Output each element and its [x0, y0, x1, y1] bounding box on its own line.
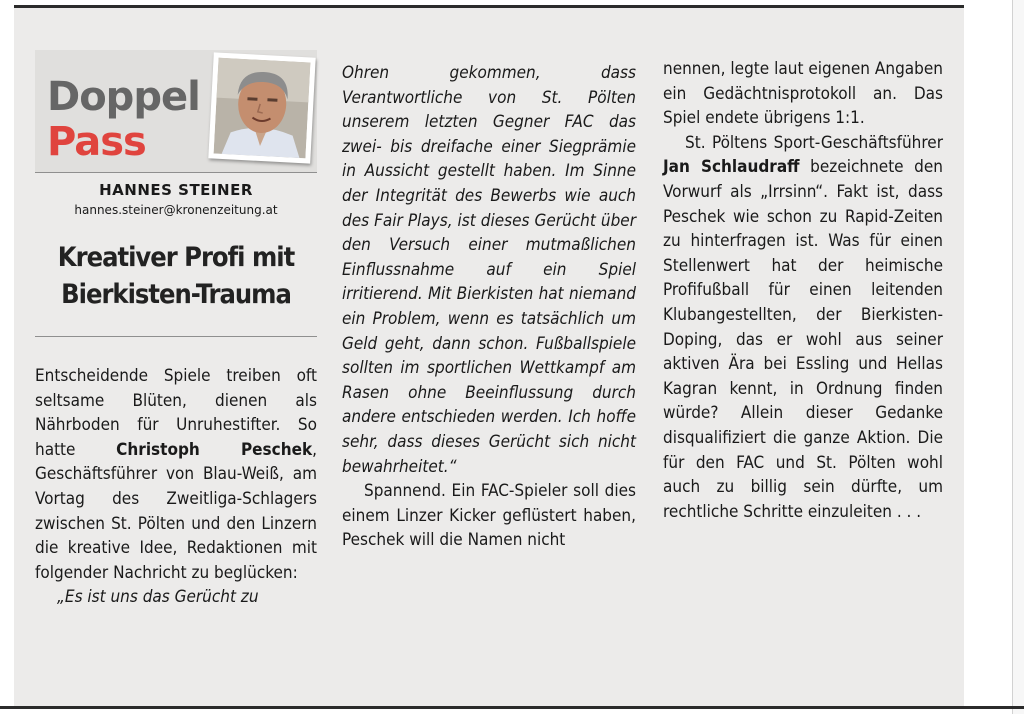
- brand-doppel: Doppel: [47, 74, 200, 120]
- article-column-2: [342, 61, 636, 553]
- headline-line-2: Bierkisten-Trauma: [61, 279, 291, 310]
- column-header: [35, 50, 317, 313]
- schlaudraff-text-cont: bezeichnete den Vorwurf als „Irrsinn“. Fakt ist, dass Peschek wie schon zu Rapid-Zeiten zu hinterfragen ist. Was für einen Stellenwert hat der heimische Profifußball für einen leitenden Klubangestellten, der Bierkisten-Doping, das er wohl aus seiner aktiven Ära bei Essling und Hellas Kagran kennt, in Ordnung finden würde? Allein dieser Gedanke disqualifiziert die ganze Aktion. Die für den FAC und St. Pölten wohl auch zu billig sein dürfte, um rechtliche Schritte einzuleiten . . .: [663, 157, 944, 522]
- name-schlaudraff: Jan Schlaudraff: [663, 157, 800, 178]
- name-peschek: Christoph Peschek: [116, 439, 313, 460]
- column-brand-box: [35, 50, 317, 173]
- headline-line-1: Kreativer Profi mit: [57, 242, 295, 273]
- paragraph-schlaudraff: [663, 131, 943, 525]
- intro-text: Entscheidende Spiele treiben oft seltsame Blüten, dienen als Nährboden für Unruhestifter. So hatte: [35, 366, 317, 460]
- author-email: hannes.steiner@kronenzeitung.at: [74, 203, 278, 217]
- author-name: HANNES STEINER: [99, 181, 253, 199]
- schlaudraff-text: St. Pöltens Sport-Geschäftsführer: [685, 132, 943, 153]
- article-column-1: [35, 364, 317, 610]
- author-photo: [208, 52, 315, 163]
- bottom-rule: [0, 706, 1024, 709]
- brand-pass: Pass: [47, 119, 146, 165]
- article-column-3: [663, 57, 943, 524]
- author-portrait-icon: [214, 58, 311, 159]
- quote-start: [35, 585, 317, 610]
- intro-text-cont: , Geschäftsführer von Blau-Weiß, am Vortag des Zweitliga-Schlagers zwischen St. Pölten und den Linzern die kreative Idee, Redaktionen mit folgender Nachricht zu beglücken:: [35, 439, 318, 583]
- quote-text-start: „Es ist uns das Gerücht zu: [57, 587, 259, 608]
- paragraph-spannend: Spannend. Ein FAC-Spieler soll dies einem Linzer Kicker geflüstert haben, Peschek will die Namen nicht: [342, 481, 636, 551]
- quote-paragraph: [342, 61, 636, 479]
- page-edge: [1012, 0, 1024, 714]
- paragraph-intro: [35, 364, 317, 585]
- headline: [35, 239, 317, 313]
- paragraph-spannend-cont: nennen, legte laut eigenen Angaben ein Gedächtnisprotokoll an. Das Spiel endete übrigens 1:1.: [663, 59, 943, 129]
- quote-text: Ohren gekommen, dass Verantwortliche von St. Pölten unserem letzten Gegner FAC das zwei- bis dreifache einer Siegprämie in Aussicht gestellt haben. Im Sinne der Integrität des Bewerbs wie auch des Fair Plays, ist dieses Gerücht über den Versuch einer mutmaßlichen Einflussnahme auf ein Spiel irritierend. Mit Bierkisten hat niemand ein Problem, wenn es tatsächlich um Geld geht, dann schon. Fußballspiele sollten im sportlichen Wettkampf am Rasen ohne Beeinflussung durch andere entschieden werden. Ich hoffe sehr, dass dieses Gerücht sich nicht bewahrheitet.“: [342, 63, 636, 477]
- headline-divider: [35, 336, 317, 337]
